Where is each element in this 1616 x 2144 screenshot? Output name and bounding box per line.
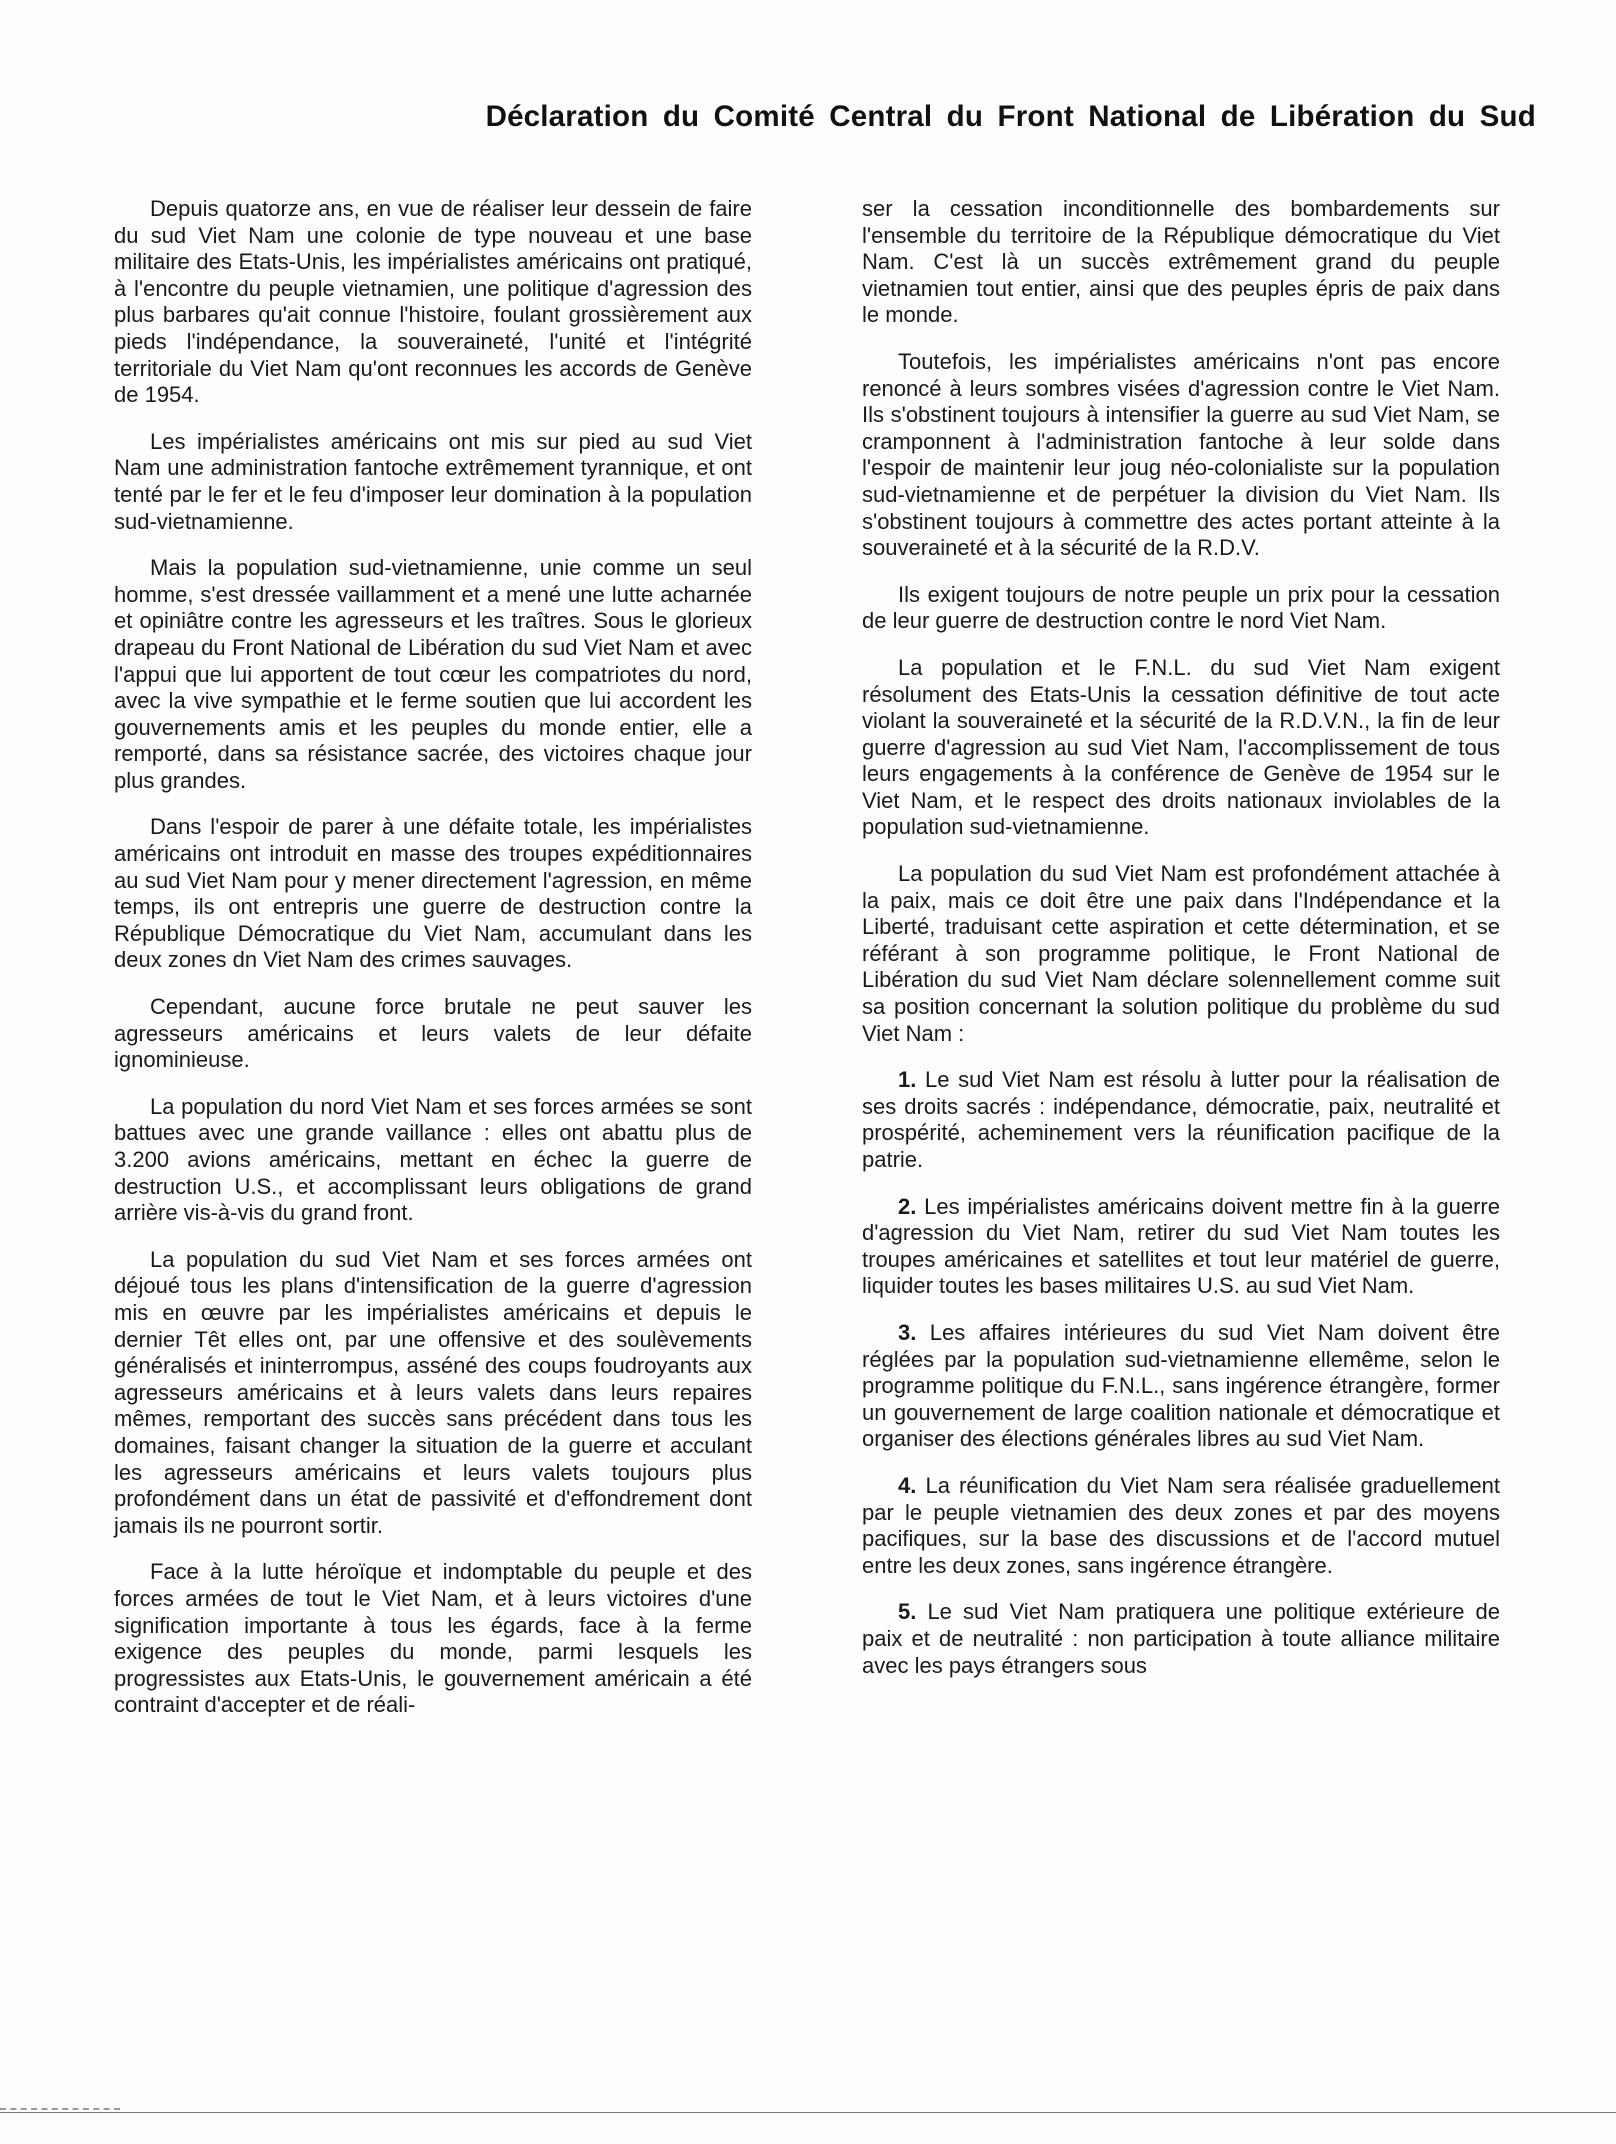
list-item <box>862 1067 1500 1173</box>
paragraph: Face à la lutte héroïque et indomptable du peuple et des forces armées de tout le Viet Nam, et à leurs victoires d'une signification importante à tous les égards, face à la ferme exigence des peuples du monde, parmi lesquels les progressistes aux Etats-Unis, le gouvernement américain a été contraint d'accepter et de réali- <box>114 1559 752 1718</box>
bottom-rule <box>0 2112 1616 2113</box>
paragraph: Depuis quatorze ans, en vue de réaliser leur dessein de faire du sud Viet Nam une colonie de type nouveau et une base militaire des Etats-Unis, les impérialistes américains ont pratiqué, à l'encontre du peuple vietnamien, une politique d'agression des plus barbares qu'ait connue l'histoire, foulant grossièrement aux pieds l'indépendance, la souveraineté, l'unité et l'intégrité territoriale du Viet Nam qu'ont reconnues les accords de Genève de 1954. <box>114 196 752 408</box>
paragraph-continued: ser la cessation inconditionnelle des bombardements sur l'ensemble du territoire de la République démocratique du Viet Nam. C'est là un succès extrêmement grand du peuple vietnamien tout entier, ainsi que des peuples épris de paix dans le monde. <box>862 196 1500 328</box>
item-number: 4. <box>898 1472 917 1498</box>
page-edge-mark <box>0 2108 120 2110</box>
paragraph: Ils exigent toujours de notre peuple un prix pour la cessation de leur guerre de destruction contre le nord Viet Nam. <box>862 581 1500 634</box>
item-number: 3. <box>898 1319 917 1345</box>
paragraph: Mais la population sud-vietnamienne, unie comme un seul homme, s'est dressée vaillamment et a mené une lutte acharnée et opiniâtre contre les agresseurs et les traîtres. Sous le glorieux drapeau du Front National de Libération du sud Viet Nam et avec l'appui que lui apportent de tout cœur les compatriotes du nord, avec la vive sympathie et le ferme soutien que lui accordent les gouvernements amis et les peuples du monde entier, elle a remporté, dans sa résistance sacrée, des victoires chaque jour plus grandes. <box>114 555 752 793</box>
item-text: Les impérialistes américains doivent mettre fin à la guerre d'agression du Viet Nam, retirer du sud Viet Nam toutes les troupes américaines et satellites et tout leur matériel de guerre, liquider toutes les bases militaires U.S. au sud Viet Nam. <box>862 1193 1500 1299</box>
page-title: Déclaration du Comité Central du Front National de Libération du Sud <box>485 100 1536 133</box>
paragraph: La population du sud Viet Nam et ses forces armées ont déjoué tous les plans d'intensification de la guerre d'agression mis en œuvre par les impérialistes américains et depuis le dernier Têt elles ont, par une offensive et des soulèvements généralisés et ininterrompus, asséné des coups foudroyants aux agresseurs américains et à leurs valets dans leurs repaires mêmes, remportant des succès sans précédent dans tous les domaines, faisant changer la situation de la guerre et acculant les agresseurs américains et leurs valets toujours plus profondément dans un état de passivité et d'effondrement dont jamais ils ne pourront sortir. <box>114 1246 752 1538</box>
item-text: Les affaires intérieures du sud Viet Nam doivent être réglées par la population sud-vietnamienne ellemême, selon le programme politique du F.N.L., sans ingérence étrangère, former un gouvernement de large coalition nationale et démocratique et organiser des élections générales libres au sud Viet Nam. <box>862 1319 1500 1452</box>
item-number: 2. <box>898 1193 917 1219</box>
list-item <box>862 1599 1500 1679</box>
list-item <box>862 1194 1500 1300</box>
item-text: La réunification du Viet Nam sera réalisée graduellement par le peuple vietnamien des deux zones et par des moyens pacifiques, sur la base des discussions et de l'accord mutuel entre les deux zones, sans ingérence étrangère. <box>862 1472 1500 1578</box>
paragraph: Les impérialistes américains ont mis sur pied au sud Viet Nam une administration fantoche extrêmement tyrannique, et ont tenté par le fer et le feu d'imposer leur domination à la population sud-vietnamienne. <box>114 428 752 534</box>
paragraph: Dans l'espoir de parer à une défaite totale, les impérialistes américains ont introduit en masse des troupes expéditionnaires au sud Viet Nam pour y mener directement l'agression, en même temps, ils ont entrepris une guerre de destruction contre la République Démocratique du Viet Nam, accumulant dans les deux zones dn Viet Nam des crimes sauvages. <box>114 814 752 973</box>
item-text: Le sud Viet Nam est résolu à lutter pour la réalisation de ses droits sacrés : indépendance, démocratie, paix, neutralité et prospérité, acheminement vers la réunification pacifique de la patrie. <box>862 1067 1500 1172</box>
paragraph: La population du nord Viet Nam et ses forces armées se sont battues avec une grande vaillance : elles ont abattu plus de 3.200 avions américains, mettant en échec la guerre de destruction U.S., et accomplissant leurs obligations de grand arrière vis-à-vis du grand front. <box>114 1093 752 1226</box>
right-column <box>862 196 1500 1699</box>
paragraph: La population et le F.N.L. du sud Viet Nam exigent résolument des Etats-Unis la cessation définitive de tout acte violant la souveraineté et la sécurité de la R.D.V.N., la fin de leur guerre d'agression au sud Viet Nam, l'accomplissement de tous leurs engagements à la conférence de Genève de 1954 sur le Viet Nam, et le respect des droits nationaux inviolables de la population sud-vietnamienne. <box>862 654 1500 840</box>
item-number: 5. <box>898 1599 917 1625</box>
left-column <box>114 196 752 1739</box>
list-item <box>862 1320 1500 1453</box>
paragraph: Cependant, aucune force brutale ne peut sauver les agresseurs américains et leurs valets de leur défaite ignominieuse. <box>114 994 752 1073</box>
paragraph: Toutefois, les impérialistes américains n'ont pas encore renoncé à leurs sombres visées d'agression contre le Viet Nam. Ils s'obstinent toujours à intensifier la guerre au sud Viet Nam, se cramponnent à l'administration fantoche à leur solde dans l'espoir de maintenir leur joug néo-colonialiste sur la population sud-vietnamienne et de perpétuer la division du Viet Nam. Ils s'obstinent toujours à commettre des actes portant atteinte à la souveraineté et à la sécurité de la R.D.V. <box>862 348 1500 561</box>
list-item <box>862 1473 1500 1579</box>
item-number: 1. <box>898 1067 917 1093</box>
item-text: Le sud Viet Nam pratiquera une politique extérieure de paix et de neutralité : non participation à toute alliance militaire avec les pays étrangers sous <box>862 1599 1500 1678</box>
paragraph: La population du sud Viet Nam est profondément attachée à la paix, mais ce doit être une paix dans l'Indépendance et la Liberté, traduisant cette aspiration et cette détermination, et se référant à son programme politique, le Front National de Libération du sud Viet Nam déclare solennellement comme suit sa position concernant la solution politique du problème du sud Viet Nam : <box>862 861 1500 1046</box>
